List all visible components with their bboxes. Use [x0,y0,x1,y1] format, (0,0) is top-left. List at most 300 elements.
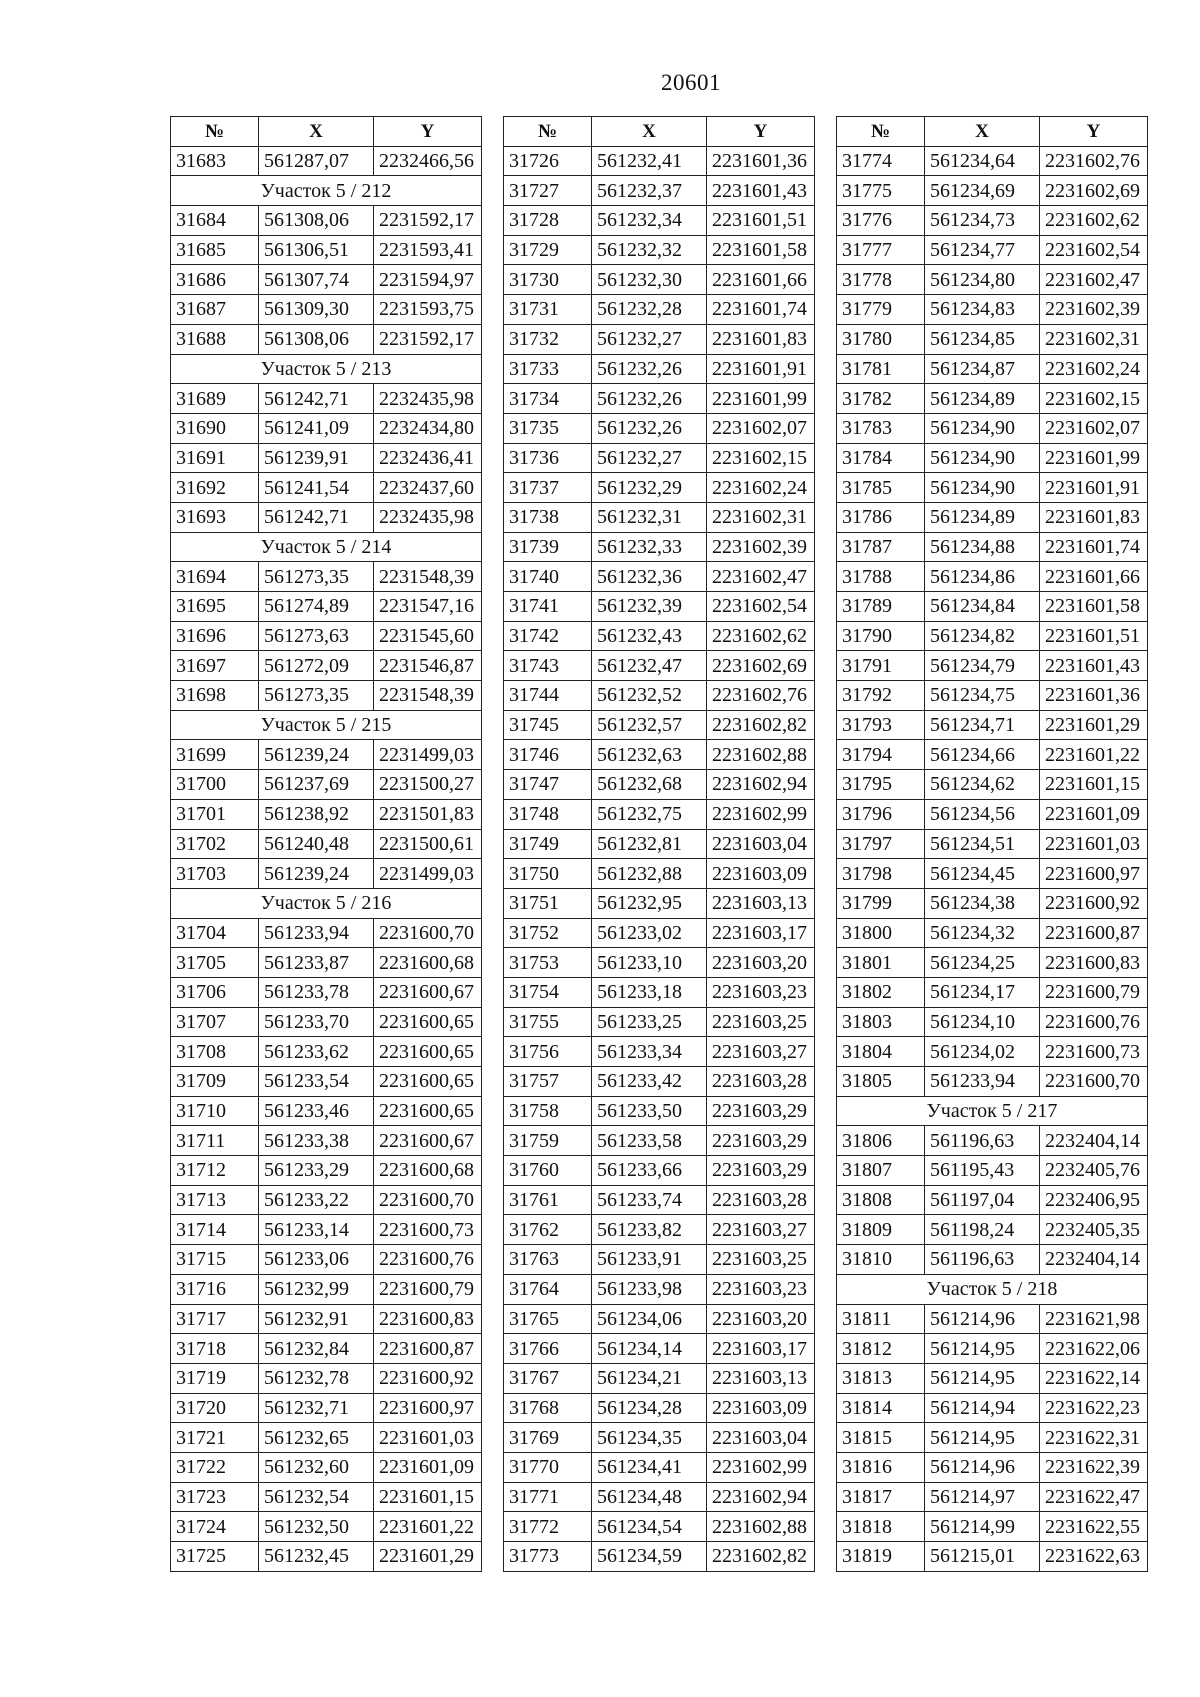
table-row [504,413,815,443]
x-coordinate-cell: 561232,84 [259,1334,374,1364]
x-coordinate-cell: 561234,77 [925,235,1040,265]
x-coordinate-cell: 561272,09 [259,651,374,681]
table-row [171,443,482,473]
y-coordinate-cell: 2232435,98 [374,384,482,414]
point-number-cell: 31684 [171,206,259,236]
x-coordinate-cell: 561287,07 [259,146,374,176]
x-coordinate-cell: 561196,63 [925,1126,1040,1156]
y-coordinate-cell: 2231622,47 [1040,1482,1148,1512]
x-coordinate-cell: 561232,31 [592,502,707,532]
y-coordinate-cell: 2231594,97 [374,265,482,295]
coordinates-table-2 [503,116,815,1572]
table-row [504,1274,815,1304]
x-coordinate-cell: 561233,70 [259,1007,374,1037]
x-coordinate-cell: 561232,99 [259,1274,374,1304]
point-number-cell: 31744 [504,681,592,711]
point-number-cell: 31732 [504,324,592,354]
y-coordinate-cell: 2231602,15 [707,443,815,473]
section-label: Участок 5 / 217 [837,1096,1148,1126]
x-coordinate-cell: 561233,66 [592,1156,707,1186]
x-coordinate-cell: 561233,50 [592,1096,707,1126]
point-number-cell: 31786 [837,502,925,532]
point-number-cell: 31686 [171,265,259,295]
coordinates-table-3 [836,116,1148,1572]
x-coordinate-cell: 561242,71 [259,502,374,532]
y-coordinate-cell: 2231600,79 [374,1274,482,1304]
y-coordinate-cell: 2231602,54 [1040,235,1148,265]
point-number-cell: 31808 [837,1185,925,1215]
table-row [171,1363,482,1393]
x-coordinate-cell: 561233,10 [592,948,707,978]
point-number-cell: 31810 [837,1245,925,1275]
x-coordinate-cell: 561234,90 [925,413,1040,443]
x-coordinate-cell: 561234,21 [592,1363,707,1393]
x-coordinate-cell: 561234,56 [925,799,1040,829]
table-row [504,1096,815,1126]
y-coordinate-cell: 2231601,83 [1040,502,1148,532]
y-coordinate-cell: 2231602,69 [1040,176,1148,206]
point-number-cell: 31716 [171,1274,259,1304]
x-coordinate-cell: 561232,63 [592,740,707,770]
table-row [837,1215,1148,1245]
point-number-cell: 31798 [837,859,925,889]
point-number-cell: 31736 [504,443,592,473]
point-number-cell: 31721 [171,1423,259,1453]
table-row [504,1067,815,1097]
header-no: № [504,117,592,147]
x-coordinate-cell: 561234,79 [925,651,1040,681]
y-coordinate-cell: 2231546,87 [374,651,482,681]
table-row [504,1334,815,1364]
y-coordinate-cell: 2231592,17 [374,324,482,354]
point-number-cell: 31717 [171,1304,259,1334]
section-row [171,710,482,740]
table-row [171,651,482,681]
x-coordinate-cell: 561234,02 [925,1037,1040,1067]
point-number-cell: 31805 [837,1067,925,1097]
point-number-cell: 31809 [837,1215,925,1245]
y-coordinate-cell: 2231499,03 [374,859,482,889]
x-coordinate-cell: 561232,33 [592,532,707,562]
point-number-cell: 31781 [837,354,925,384]
table-row [837,859,1148,889]
table-row [171,740,482,770]
x-coordinate-cell: 561234,90 [925,443,1040,473]
table-row [837,324,1148,354]
table-row [171,146,482,176]
y-coordinate-cell: 2231601,83 [707,324,815,354]
y-coordinate-cell: 2231602,88 [707,740,815,770]
table-row [171,1423,482,1453]
table-row [837,176,1148,206]
point-number-cell: 31788 [837,562,925,592]
x-coordinate-cell: 561233,74 [592,1185,707,1215]
x-coordinate-cell: 561234,06 [592,1304,707,1334]
section-label: Участок 5 / 216 [171,888,482,918]
x-coordinate-cell: 561232,32 [592,235,707,265]
x-coordinate-cell: 561232,52 [592,681,707,711]
y-coordinate-cell: 2231602,94 [707,770,815,800]
table-row [504,859,815,889]
y-coordinate-cell: 2232436,41 [374,443,482,473]
y-coordinate-cell: 2231601,74 [707,295,815,325]
point-number-cell: 31806 [837,1126,925,1156]
x-coordinate-cell: 561233,78 [259,977,374,1007]
y-coordinate-cell: 2231622,14 [1040,1363,1148,1393]
table-row [171,1185,482,1215]
x-coordinate-cell: 561234,59 [592,1542,707,1572]
x-coordinate-cell: 561233,87 [259,948,374,978]
section-row [837,1096,1148,1126]
point-number-cell: 31780 [837,324,925,354]
point-number-cell: 31787 [837,532,925,562]
header-no: № [171,117,259,147]
y-coordinate-cell: 2231547,16 [374,592,482,622]
point-number-cell: 31720 [171,1393,259,1423]
x-coordinate-cell: 561232,29 [592,473,707,503]
y-coordinate-cell: 2231600,65 [374,1096,482,1126]
point-number-cell: 31742 [504,621,592,651]
x-coordinate-cell: 561232,88 [592,859,707,889]
y-coordinate-cell: 2231600,67 [374,1126,482,1156]
x-coordinate-cell: 561232,27 [592,324,707,354]
header-no: № [837,117,925,147]
x-coordinate-cell: 561197,04 [925,1185,1040,1215]
x-coordinate-cell: 561234,64 [925,146,1040,176]
x-coordinate-cell: 561232,36 [592,562,707,592]
x-coordinate-cell: 561234,89 [925,502,1040,532]
point-number-cell: 31731 [504,295,592,325]
y-coordinate-cell: 2231603,25 [707,1245,815,1275]
point-number-cell: 31796 [837,799,925,829]
y-coordinate-cell: 2231603,04 [707,829,815,859]
y-coordinate-cell: 2231601,58 [707,235,815,265]
point-number-cell: 31818 [837,1512,925,1542]
table-row [171,859,482,889]
point-number-cell: 31815 [837,1423,925,1453]
section-label: Участок 5 / 214 [171,532,482,562]
table-row [504,176,815,206]
y-coordinate-cell: 2231601,15 [1040,770,1148,800]
y-coordinate-cell: 2231601,29 [1040,710,1148,740]
table-row [171,1007,482,1037]
x-coordinate-cell: 561232,54 [259,1482,374,1512]
y-coordinate-cell: 2231602,69 [707,651,815,681]
table-row [171,1215,482,1245]
point-number-cell: 31773 [504,1542,592,1572]
table-row [837,265,1148,295]
y-coordinate-cell: 2232404,14 [1040,1245,1148,1275]
x-coordinate-cell: 561234,69 [925,176,1040,206]
header-row [171,117,482,147]
point-number-cell: 31803 [837,1007,925,1037]
y-coordinate-cell: 2232435,98 [374,502,482,532]
header-x: X [592,117,707,147]
y-coordinate-cell: 2231601,58 [1040,592,1148,622]
x-coordinate-cell: 561214,99 [925,1512,1040,1542]
table-row [171,1096,482,1126]
point-number-cell: 31700 [171,770,259,800]
table-row [504,592,815,622]
table-row [504,1304,815,1334]
y-coordinate-cell: 2231601,15 [374,1482,482,1512]
table-row [837,1067,1148,1097]
y-coordinate-cell: 2231603,04 [707,1423,815,1453]
point-number-cell: 31766 [504,1334,592,1364]
table-row [504,1542,815,1572]
point-number-cell: 31703 [171,859,259,889]
table-row [837,740,1148,770]
y-coordinate-cell: 2231600,65 [374,1007,482,1037]
y-coordinate-cell: 2231603,27 [707,1037,815,1067]
point-number-cell: 31737 [504,473,592,503]
section-row [171,532,482,562]
point-number-cell: 31751 [504,888,592,918]
y-coordinate-cell: 2231600,65 [374,1037,482,1067]
x-coordinate-cell: 561232,81 [592,829,707,859]
y-coordinate-cell: 2231603,17 [707,918,815,948]
y-coordinate-cell: 2231601,29 [374,1542,482,1572]
point-number-cell: 31792 [837,681,925,711]
y-coordinate-cell: 2231601,66 [707,265,815,295]
x-coordinate-cell: 561308,06 [259,206,374,236]
x-coordinate-cell: 561234,89 [925,384,1040,414]
table-row [837,235,1148,265]
x-coordinate-cell: 561214,94 [925,1393,1040,1423]
x-coordinate-cell: 561195,43 [925,1156,1040,1186]
point-number-cell: 31758 [504,1096,592,1126]
table-row [504,1156,815,1186]
header-y: Y [1040,117,1148,147]
x-coordinate-cell: 561232,26 [592,384,707,414]
point-number-cell: 31694 [171,562,259,592]
x-coordinate-cell: 561274,89 [259,592,374,622]
y-coordinate-cell: 2231601,99 [1040,443,1148,473]
y-coordinate-cell: 2232466,56 [374,146,482,176]
table-row [171,592,482,622]
table-row [504,1363,815,1393]
x-coordinate-cell: 561232,41 [592,146,707,176]
table-row [504,443,815,473]
x-coordinate-cell: 561234,62 [925,770,1040,800]
x-coordinate-cell: 561234,32 [925,918,1040,948]
table-row [171,1126,482,1156]
point-number-cell: 31713 [171,1185,259,1215]
x-coordinate-cell: 561234,88 [925,532,1040,562]
point-number-cell: 31783 [837,413,925,443]
table-row [504,1037,815,1067]
point-number-cell: 31770 [504,1452,592,1482]
table-row [171,1067,482,1097]
x-coordinate-cell: 561232,78 [259,1363,374,1393]
y-coordinate-cell: 2231603,28 [707,1185,815,1215]
x-coordinate-cell: 561214,96 [925,1452,1040,1482]
point-number-cell: 31804 [837,1037,925,1067]
x-coordinate-cell: 561214,96 [925,1304,1040,1334]
table-row [837,1423,1148,1453]
y-coordinate-cell: 2231602,39 [707,532,815,562]
table-row [171,977,482,1007]
y-coordinate-cell: 2231601,66 [1040,562,1148,592]
y-coordinate-cell: 2231602,24 [707,473,815,503]
y-coordinate-cell: 2231545,60 [374,621,482,651]
y-coordinate-cell: 2231601,91 [707,354,815,384]
point-number-cell: 31795 [837,770,925,800]
y-coordinate-cell: 2232434,80 [374,413,482,443]
y-coordinate-cell: 2231603,09 [707,1393,815,1423]
y-coordinate-cell: 2231602,54 [707,592,815,622]
y-coordinate-cell: 2231600,68 [374,948,482,978]
table-row [837,888,1148,918]
table-row [504,740,815,770]
x-coordinate-cell: 561234,10 [925,1007,1040,1037]
table-row [504,1126,815,1156]
y-coordinate-cell: 2231602,62 [707,621,815,651]
point-number-cell: 31802 [837,977,925,1007]
point-number-cell: 31695 [171,592,259,622]
header-row [504,117,815,147]
x-coordinate-cell: 561309,30 [259,295,374,325]
point-number-cell: 31698 [171,681,259,711]
table-row [837,295,1148,325]
point-number-cell: 31704 [171,918,259,948]
table-row [837,1512,1148,1542]
y-coordinate-cell: 2231600,70 [374,918,482,948]
table-row [171,1393,482,1423]
y-coordinate-cell: 2231600,83 [374,1304,482,1334]
table-row [504,829,815,859]
y-coordinate-cell: 2231601,51 [707,206,815,236]
table-row [171,1245,482,1275]
y-coordinate-cell: 2231548,39 [374,562,482,592]
table-row [837,1393,1148,1423]
x-coordinate-cell: 561234,54 [592,1512,707,1542]
x-coordinate-cell: 561234,25 [925,948,1040,978]
x-coordinate-cell: 561233,46 [259,1096,374,1126]
coordinates-table-1 [170,116,482,1572]
point-number-cell: 31722 [171,1452,259,1482]
table-row [837,770,1148,800]
y-coordinate-cell: 2231601,22 [1040,740,1148,770]
x-coordinate-cell: 561232,27 [592,443,707,473]
y-coordinate-cell: 2231603,23 [707,1274,815,1304]
header-y: Y [707,117,815,147]
x-coordinate-cell: 561232,71 [259,1393,374,1423]
table-row [837,1185,1148,1215]
x-coordinate-cell: 561214,97 [925,1482,1040,1512]
point-number-cell: 31697 [171,651,259,681]
x-coordinate-cell: 561233,38 [259,1126,374,1156]
point-number-cell: 31688 [171,324,259,354]
point-number-cell: 31683 [171,146,259,176]
table-row [837,473,1148,503]
point-number-cell: 31813 [837,1363,925,1393]
table-row [171,562,482,592]
point-number-cell: 31776 [837,206,925,236]
point-number-cell: 31714 [171,1215,259,1245]
table-row [171,1452,482,1482]
table-row [837,1007,1148,1037]
y-coordinate-cell: 2231622,23 [1040,1393,1148,1423]
table-row [171,621,482,651]
x-coordinate-cell: 561215,01 [925,1542,1040,1572]
x-coordinate-cell: 561232,47 [592,651,707,681]
table-row [171,473,482,503]
table-row [504,977,815,1007]
y-coordinate-cell: 2231600,83 [1040,948,1148,978]
x-coordinate-cell: 561232,68 [592,770,707,800]
point-number-cell: 31812 [837,1334,925,1364]
table-row [504,918,815,948]
table-row [837,443,1148,473]
x-coordinate-cell: 561234,51 [925,829,1040,859]
table-row [171,918,482,948]
table-row [837,502,1148,532]
point-number-cell: 31718 [171,1334,259,1364]
point-number-cell: 31778 [837,265,925,295]
table-row [837,146,1148,176]
table-row [171,324,482,354]
y-coordinate-cell: 2231602,07 [707,413,815,443]
table-row [837,562,1148,592]
y-coordinate-cell: 2231602,94 [707,1482,815,1512]
table-row [837,977,1148,1007]
table-row [837,918,1148,948]
y-coordinate-cell: 2231500,61 [374,829,482,859]
x-coordinate-cell: 561232,43 [592,621,707,651]
y-coordinate-cell: 2231601,09 [1040,799,1148,829]
x-coordinate-cell: 561234,90 [925,473,1040,503]
y-coordinate-cell: 2231603,23 [707,977,815,1007]
x-coordinate-cell: 561241,54 [259,473,374,503]
point-number-cell: 31757 [504,1067,592,1097]
point-number-cell: 31724 [171,1512,259,1542]
table-row [504,502,815,532]
point-number-cell: 31709 [171,1067,259,1097]
x-coordinate-cell: 561232,45 [259,1542,374,1572]
x-coordinate-cell: 561234,73 [925,206,1040,236]
x-coordinate-cell: 561238,92 [259,799,374,829]
x-coordinate-cell: 561232,65 [259,1423,374,1453]
x-coordinate-cell: 561233,34 [592,1037,707,1067]
x-coordinate-cell: 561234,71 [925,710,1040,740]
y-coordinate-cell: 2231593,75 [374,295,482,325]
x-coordinate-cell: 561232,26 [592,354,707,384]
point-number-cell: 31774 [837,146,925,176]
x-coordinate-cell: 561232,57 [592,710,707,740]
point-number-cell: 31685 [171,235,259,265]
point-number-cell: 31696 [171,621,259,651]
point-number-cell: 31705 [171,948,259,978]
point-number-cell: 31771 [504,1482,592,1512]
x-coordinate-cell: 561233,54 [259,1067,374,1097]
y-coordinate-cell: 2231603,28 [707,1067,815,1097]
table-row [504,295,815,325]
point-number-cell: 31800 [837,918,925,948]
y-coordinate-cell: 2231602,82 [707,1542,815,1572]
table-row [504,384,815,414]
table-row [837,384,1148,414]
header-x: X [925,117,1040,147]
point-number-cell: 31762 [504,1215,592,1245]
x-coordinate-cell: 561233,25 [592,1007,707,1037]
table-row [504,354,815,384]
x-coordinate-cell: 561233,94 [925,1067,1040,1097]
point-number-cell: 31726 [504,146,592,176]
table-row [504,770,815,800]
y-coordinate-cell: 2231600,87 [1040,918,1148,948]
x-coordinate-cell: 561234,85 [925,324,1040,354]
